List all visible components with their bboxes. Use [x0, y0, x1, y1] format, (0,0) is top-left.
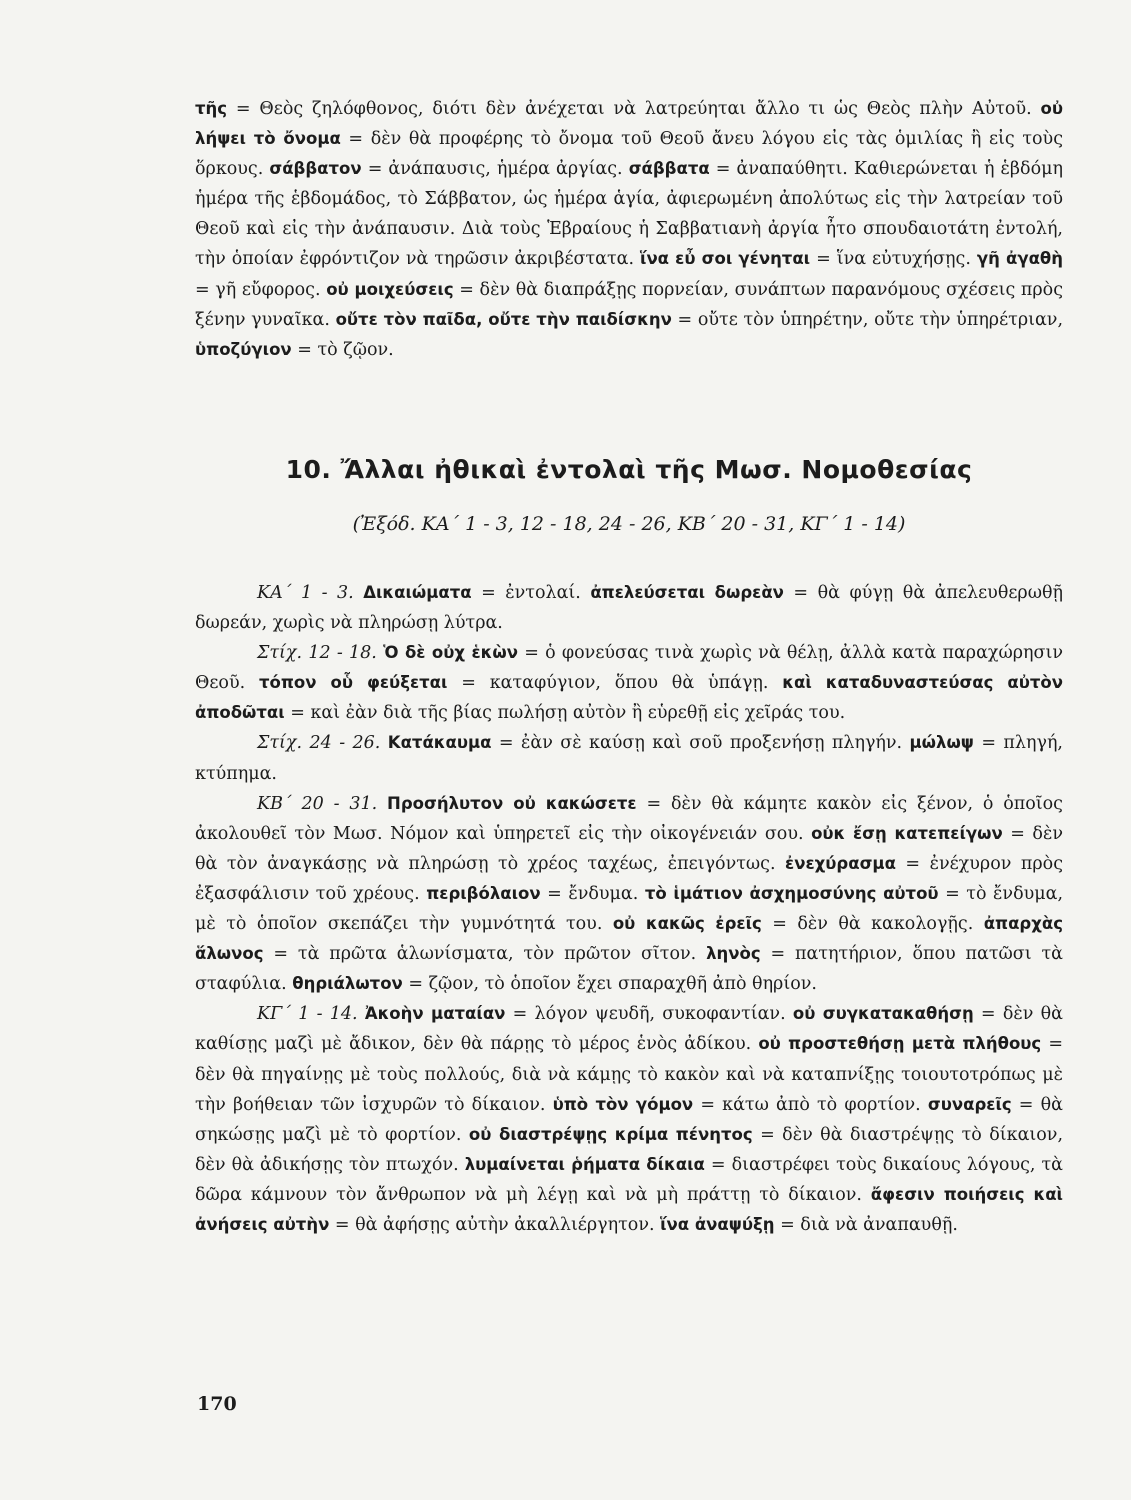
definition-text: = γῆ εὔφορος.: [195, 279, 327, 300]
term: γῆ ἀγαθὴ: [976, 249, 1063, 269]
definition-text: = ἀναπαύθητι. Καθιερώνεται ἡ ἑβδόμη ἡμέρα τῆς ἑβδομάδος, τὸ Σάββατον, ὡς ἡμέρα ἁγία, ἀφιερωμένη ἀπολύτως εἰς τὴν λατρείαν τοῦ Θεοῦ καὶ εἰς τὴν ἀνάπαυσιν. Διὰ τοὺς Ἑβραίους ἡ Σαββατιανὴ ἀργία ἦτο σπουδαιοτάτη ἐντολή, τὴν ὁποίαν ἐφρόντιζον νὰ τηρῶσιν ἀκριβέστατα.: [195, 159, 1063, 270]
verse-paragraph: [195, 728, 1063, 788]
term: καὶ καταδυναστεύσας αὐτὸν ἀποδῶται: [195, 673, 1064, 723]
term: οὐ κακῶς ἐρεῖς: [612, 914, 762, 934]
term: οὐ προστεθήσῃ μετὰ πλήθους: [758, 1034, 1042, 1054]
definition-text: = δὲν θὰ κάμητε κακὸν εἰς ξένον, ὁ ὁποῖος ἀκολουθεῖ τὸν Μωσ. Νόμον καὶ ὑπηρετεῖ εἰς τὴν οἰκογένειάν σου.: [195, 793, 1063, 844]
term: Δικαιώματα: [363, 583, 472, 602]
definition-text: = θὰ σηκώσῃς μαζὶ μὲ τὸ φορτίον.: [195, 1094, 1063, 1145]
definition-text: = ἐνέχυρον πρὸς ἐξασφάλισιν τοῦ χρέους.: [195, 853, 1063, 904]
definition-text: = οὔτε τὸν ὑπηρέτην, οὔτε τὴν ὑπηρέτριαν,: [671, 309, 1064, 330]
intro-paragraph: [195, 94, 1063, 365]
term: μώλωψ: [909, 733, 974, 753]
term: Ἀκοὴν ματαίαν: [364, 1004, 506, 1024]
definition-text: = δὲν θὰ πηγαίνῃς μὲ τοὺς πολλούς, διὰ νὰ κάμῃς τὸ κακὸν καὶ νὰ καταπνίξῃς τοιουτοτρόπως μὲ τὴν βοήθειαν τῶν ἰσχυρῶν τὸ δίκαιον.: [195, 1034, 1063, 1115]
term: περιβόλαιον: [426, 883, 541, 903]
definition-text: = πατητήριον, ὅπου πατῶσι τὰ σταφύλια.: [195, 944, 1063, 995]
definition-text: = δὲν θὰ καθίσῃς μαζὶ μὲ ἄδικον, δὲν θὰ πάρῃς τὸ μέρος ἑνὸς ἀδίκου.: [195, 1004, 1063, 1055]
definition-text: = Θεὸς ζηλόφθονος, διότι δὲν ἀνέχεται νὰ λατρεύηται ἄλλο τι ὡς Θεὸς πλὴν Αὐτοῦ.: [227, 99, 1041, 119]
term: ὑποζύγιον: [195, 339, 292, 359]
verse-paragraph: [195, 638, 1063, 728]
term: οὐκ ἔσῃ κατεπείγων: [811, 823, 1003, 843]
verse-reference: Στίχ. 12 - 18.: [257, 643, 384, 664]
definition-text: = διὰ νὰ ἀναπαυθῇ.: [774, 1214, 958, 1235]
term: οὐ μοιχεύσεις: [326, 279, 454, 299]
term: Προσήλυτον οὐ κακώσετε: [387, 793, 637, 813]
term: οὐ συγκατακαθήσῃ: [792, 1004, 974, 1024]
definition-text: = τὰ πρῶτα ἁλωνίσματα, τὸν πρῶτον σῖτον.: [263, 944, 707, 965]
definition-text: = ἵνα εὐτυχήσῃς.: [810, 249, 977, 270]
definition-text: = κάτω ἀπὸ τὸ φορτίον.: [693, 1094, 928, 1115]
definition-text: = ἀνάπαυσις, ἡμέρα ἀργίας.: [361, 159, 629, 180]
definition-text: = λόγον ψευδῆ, συκοφαντίαν.: [505, 1004, 793, 1025]
term: ἀπαρχὰς ἅλωνος: [195, 914, 1063, 964]
definition-text: = ὁ φονεύσας τινὰ χωρὶς νὰ θέλῃ, ἀλλὰ κατὰ παραχώρησιν Θεοῦ.: [195, 643, 1063, 694]
section-body: [195, 578, 1063, 1240]
definition-text: = ζῷον, τὸ ὁποῖον ἔχει σπαραχθῆ ἀπὸ θηρίον.: [402, 974, 817, 995]
definition-text: = ἐντολαί.: [471, 583, 591, 603]
section-reference: (Ἐξόδ. ΚΑ΄ 1 - 3, 12 - 18, 24 - 26, ΚΒ΄ 20 - 31, ΚΓ΄ 1 - 14): [352, 513, 906, 535]
page-number: 170: [197, 1393, 237, 1415]
term: ἵνα εὖ σοι γένηται: [640, 249, 811, 269]
definition-text: = θὰ φύγῃ θὰ ἀπελευθερωθῇ δωρεάν, χωρὶς νὰ πληρώσῃ λύτρα.: [195, 583, 1063, 634]
term: ὑπὸ τὸν γόμον: [552, 1094, 694, 1114]
verse-reference: Στίχ. 24 - 26.: [257, 733, 388, 754]
term: λυμαίνεται ῥήματα δίκαια: [464, 1154, 705, 1174]
definition-text: = καὶ ἐὰν διὰ τῆς βίας πωλήσῃ αὐτὸν ἢ εὑρεθῇ εἰς χεῖράς του.: [284, 703, 846, 724]
verse-paragraph: [195, 578, 1063, 638]
definition-text: = ἐὰν σὲ καύσῃ καὶ σοῦ προξενήσῃ πληγήν.: [491, 733, 910, 754]
term: συναρεῖς: [927, 1094, 1012, 1114]
term: Ὁ δὲ οὐχ ἑκὼν: [383, 643, 518, 663]
verse-paragraph: [195, 789, 1063, 1000]
verse-reference: ΚΑ΄ 1 - 3.: [257, 583, 364, 603]
definition-text: = τὸ ἔνδυμα, μὲ τὸ ὁποῖον σκεπάζει τὴν γυμνότητά του.: [195, 883, 1064, 935]
verse-paragraph: [195, 999, 1063, 1240]
term: θηριάλωτον: [292, 974, 403, 994]
verse-reference: ΚΒ΄ 20 - 31.: [257, 793, 388, 814]
term: ἵνα ἀναψύξῃ: [660, 1214, 775, 1234]
definition-text: = τὸ ζῷον.: [291, 339, 394, 360]
section-heading: 10. Ἄλλαι ἠθικαὶ ἐντολαὶ τῆς Μωσ. Νομοθεσίας: [285, 455, 973, 484]
definition-text: = δὲν θὰ τὸν ἀναγκάσῃς νὰ πληρώσῃ τὸ χρέος ταχέως, ἐπειγόντως.: [195, 823, 1063, 874]
definition-text: = δὲν θὰ διαπράξῃς πορνείαν, συνάπτων παρανόμους σχέσεις πρὸς ξένην γυναῖκα.: [195, 279, 1064, 330]
definition-text: = καταφύγιον, ὅπου θὰ ὑπάγῃ.: [447, 673, 783, 694]
term: Κατάκαυμα: [387, 733, 492, 753]
term: ληνὸς: [706, 944, 761, 964]
term: ἄφεσιν ποιήσεις καὶ ἀνήσεις αὐτὴν: [195, 1184, 1063, 1234]
definition-text: = δὲν θὰ κακολογῇς.: [761, 914, 984, 935]
term: τῆς: [195, 99, 228, 118]
term: σάββατα: [628, 159, 710, 179]
term: τόπον οὗ φεύξεται: [258, 673, 448, 693]
term: οὔτε τὸν παῖδα, οὔτε τὴν παιδίσκην: [335, 309, 672, 329]
verse-reference: ΚΓ΄ 1 - 14.: [257, 1004, 365, 1025]
term: τὸ ἱμάτιον ἀσχημοσύνης αὐτοῦ: [644, 883, 939, 903]
definition-text: = θὰ ἀφήσῃς αὐτὴν ἀκαλλιέργητον.: [329, 1214, 661, 1235]
term: οὐ λήψει τὸ ὄνομα: [195, 99, 1063, 149]
definition-text: = δὲν θὰ διαστρέψῃς τὸ δίκαιον, δὲν θὰ ἀδικήσῃς τὸν πτωχόν.: [195, 1124, 1064, 1175]
term: οὐ διαστρέψῃς κρίμα πένητος: [468, 1124, 753, 1144]
definition-text: = ἔνδυμα.: [540, 883, 645, 904]
term: ἐνεχύρασμα: [785, 853, 896, 873]
definition-text: = διαστρέφει τοὺς δικαίους λόγους, τὰ δῶρα κάμνουν τὸν ἄνθρωπον νὰ μὴ λέγῃ καὶ νὰ μὴ πράττῃ τὸ δίκαιον.: [195, 1154, 1063, 1205]
term: ἀπελεύσεται δωρεὰν: [590, 583, 784, 602]
term: σάββατον: [269, 159, 362, 179]
definition-text: = δὲν θὰ προφέρης τὸ ὄνομα τοῦ Θεοῦ ἄνευ λόγου εἰς τὰς ὁμιλίας ἢ εἰς τοὺς ὅρκους.: [195, 129, 1063, 180]
definition-text: = πληγή, κτύπημα.: [195, 733, 1063, 784]
